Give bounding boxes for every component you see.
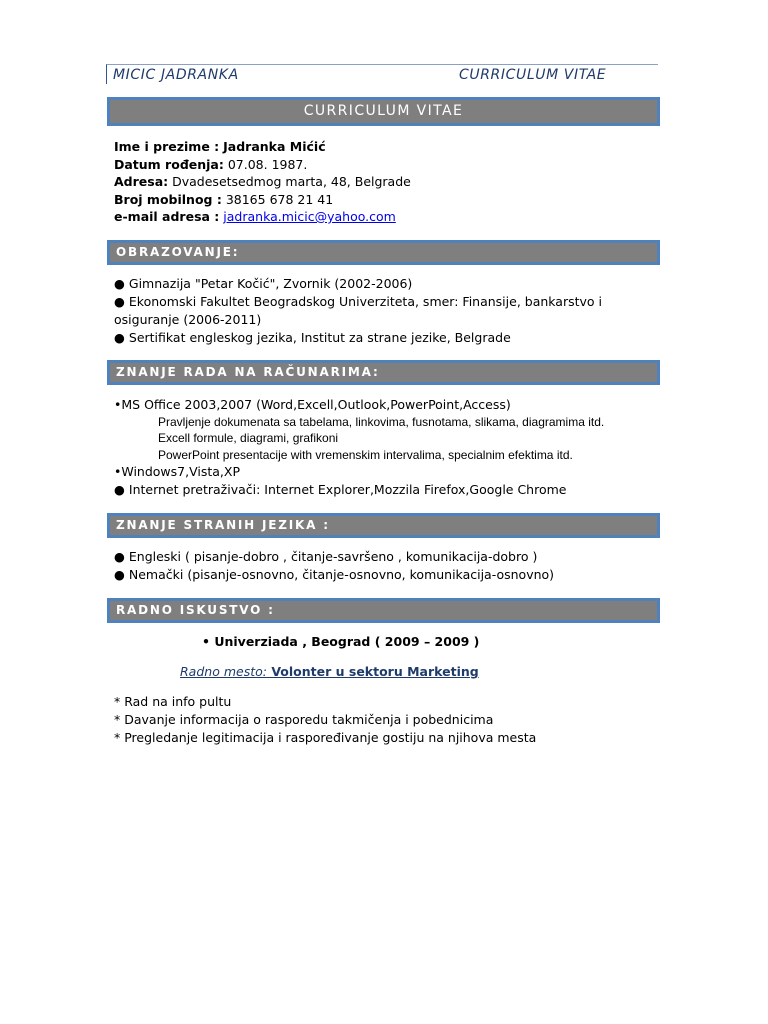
list-item: * Pregledanje legitimacija i raspoređivanje gostiju na njihova mesta (114, 730, 537, 745)
email-label: e-mail adresa : (114, 209, 220, 224)
computer-item-windows: •Windows7,Vista,XP (114, 464, 240, 479)
email-link[interactable]: jadranka.micic@yahoo.com (223, 209, 396, 224)
list-item: ● Gimnazija "Petar Kočić", Zvornik (2002-2006) (114, 276, 413, 291)
computer-item-ms-office: •MS Office 2003,2007 (Word,Excell,Outlook,PowerPoint,Access) (114, 397, 511, 412)
section-experience-header: RADNO ISKUSTVO : (107, 598, 660, 623)
education-list (114, 275, 602, 347)
list-item: ● Ekonomski Fakultet Beogradskog Univerziteta, smer: Finansije, bankarstvo i (114, 294, 603, 309)
computer-sub-item: Excell formule, diagrami, grafikoni (158, 431, 339, 445)
computer-item-browsers: ● Internet pretraživači: Internet Explorer,Mozzila Firefox,Google Chrome (114, 482, 567, 497)
list-item: * Davanje informacija o rasporedu takmičenja i pobednicima (114, 712, 494, 727)
section-computer-header: ZNANJE RADA NA RAČUNARIMA: (107, 360, 660, 385)
personal-info (114, 138, 411, 226)
list-item: ● Nemački (pisanje-osnovno, čitanje-osnovno, komunikacija-osnovno) (114, 567, 555, 582)
name-value: Jadranka Mićić (223, 139, 326, 154)
name-label: Ime i prezime : (114, 139, 220, 154)
computer-sub-item: PowerPoint presentacije with vremenskim intervalima, specialnim efektima itd. (158, 448, 573, 462)
page-header (106, 64, 658, 84)
info-row-address (114, 173, 411, 191)
header-doc-title: CURRICULUM VITAE (459, 67, 607, 83)
birthdate-label: Datum rođenja: (114, 156, 224, 172)
info-row-email (114, 208, 411, 226)
birthdate-value: 07.08. 1987. (227, 156, 308, 172)
cv-title-bar: CURRICULUM VITAE (107, 97, 660, 126)
list-item: osiguranje (2006-2011) (114, 312, 262, 327)
duties-list (114, 693, 536, 747)
position-label: Radno mesto: (180, 664, 267, 679)
info-row-phone (114, 191, 411, 209)
header-name: MICIC JADRANKA (113, 67, 239, 83)
job-position (180, 664, 479, 679)
job-entry: • Univerziada , Beograd ( 2009 – 2009 ) (202, 634, 480, 649)
info-row-name (114, 138, 411, 156)
list-item: * Rad na info pultu (114, 694, 232, 709)
phone-label: Broj mobilnog : (114, 191, 222, 207)
list-item: ● Engleski ( pisanje-dobro , čitanje-savršeno , komunikacija-dobro ) (114, 549, 538, 564)
address-label: Adresa: (114, 174, 169, 189)
section-languages-header: ZNANJE STRANIH JEZIKA : (107, 513, 660, 538)
phone-value: 38165 678 21 41 (225, 191, 334, 207)
list-item: ● Sertifikat engleskog jezika, Institut za strane jezike, Belgrade (114, 330, 511, 345)
section-education-header: OBRAZOVANJE: (107, 240, 660, 265)
info-row-birthdate (114, 156, 411, 174)
address-value: Dvadesetsedmog marta, 48, Belgrade (172, 174, 411, 189)
computer-sub-item: Pravljenje dokumenata sa tabelama, linkovima, fusnotama, slikama, diagramima itd. (158, 415, 605, 429)
position-value: Volonter u sektoru Marketing (266, 664, 479, 679)
languages-list (114, 548, 554, 584)
